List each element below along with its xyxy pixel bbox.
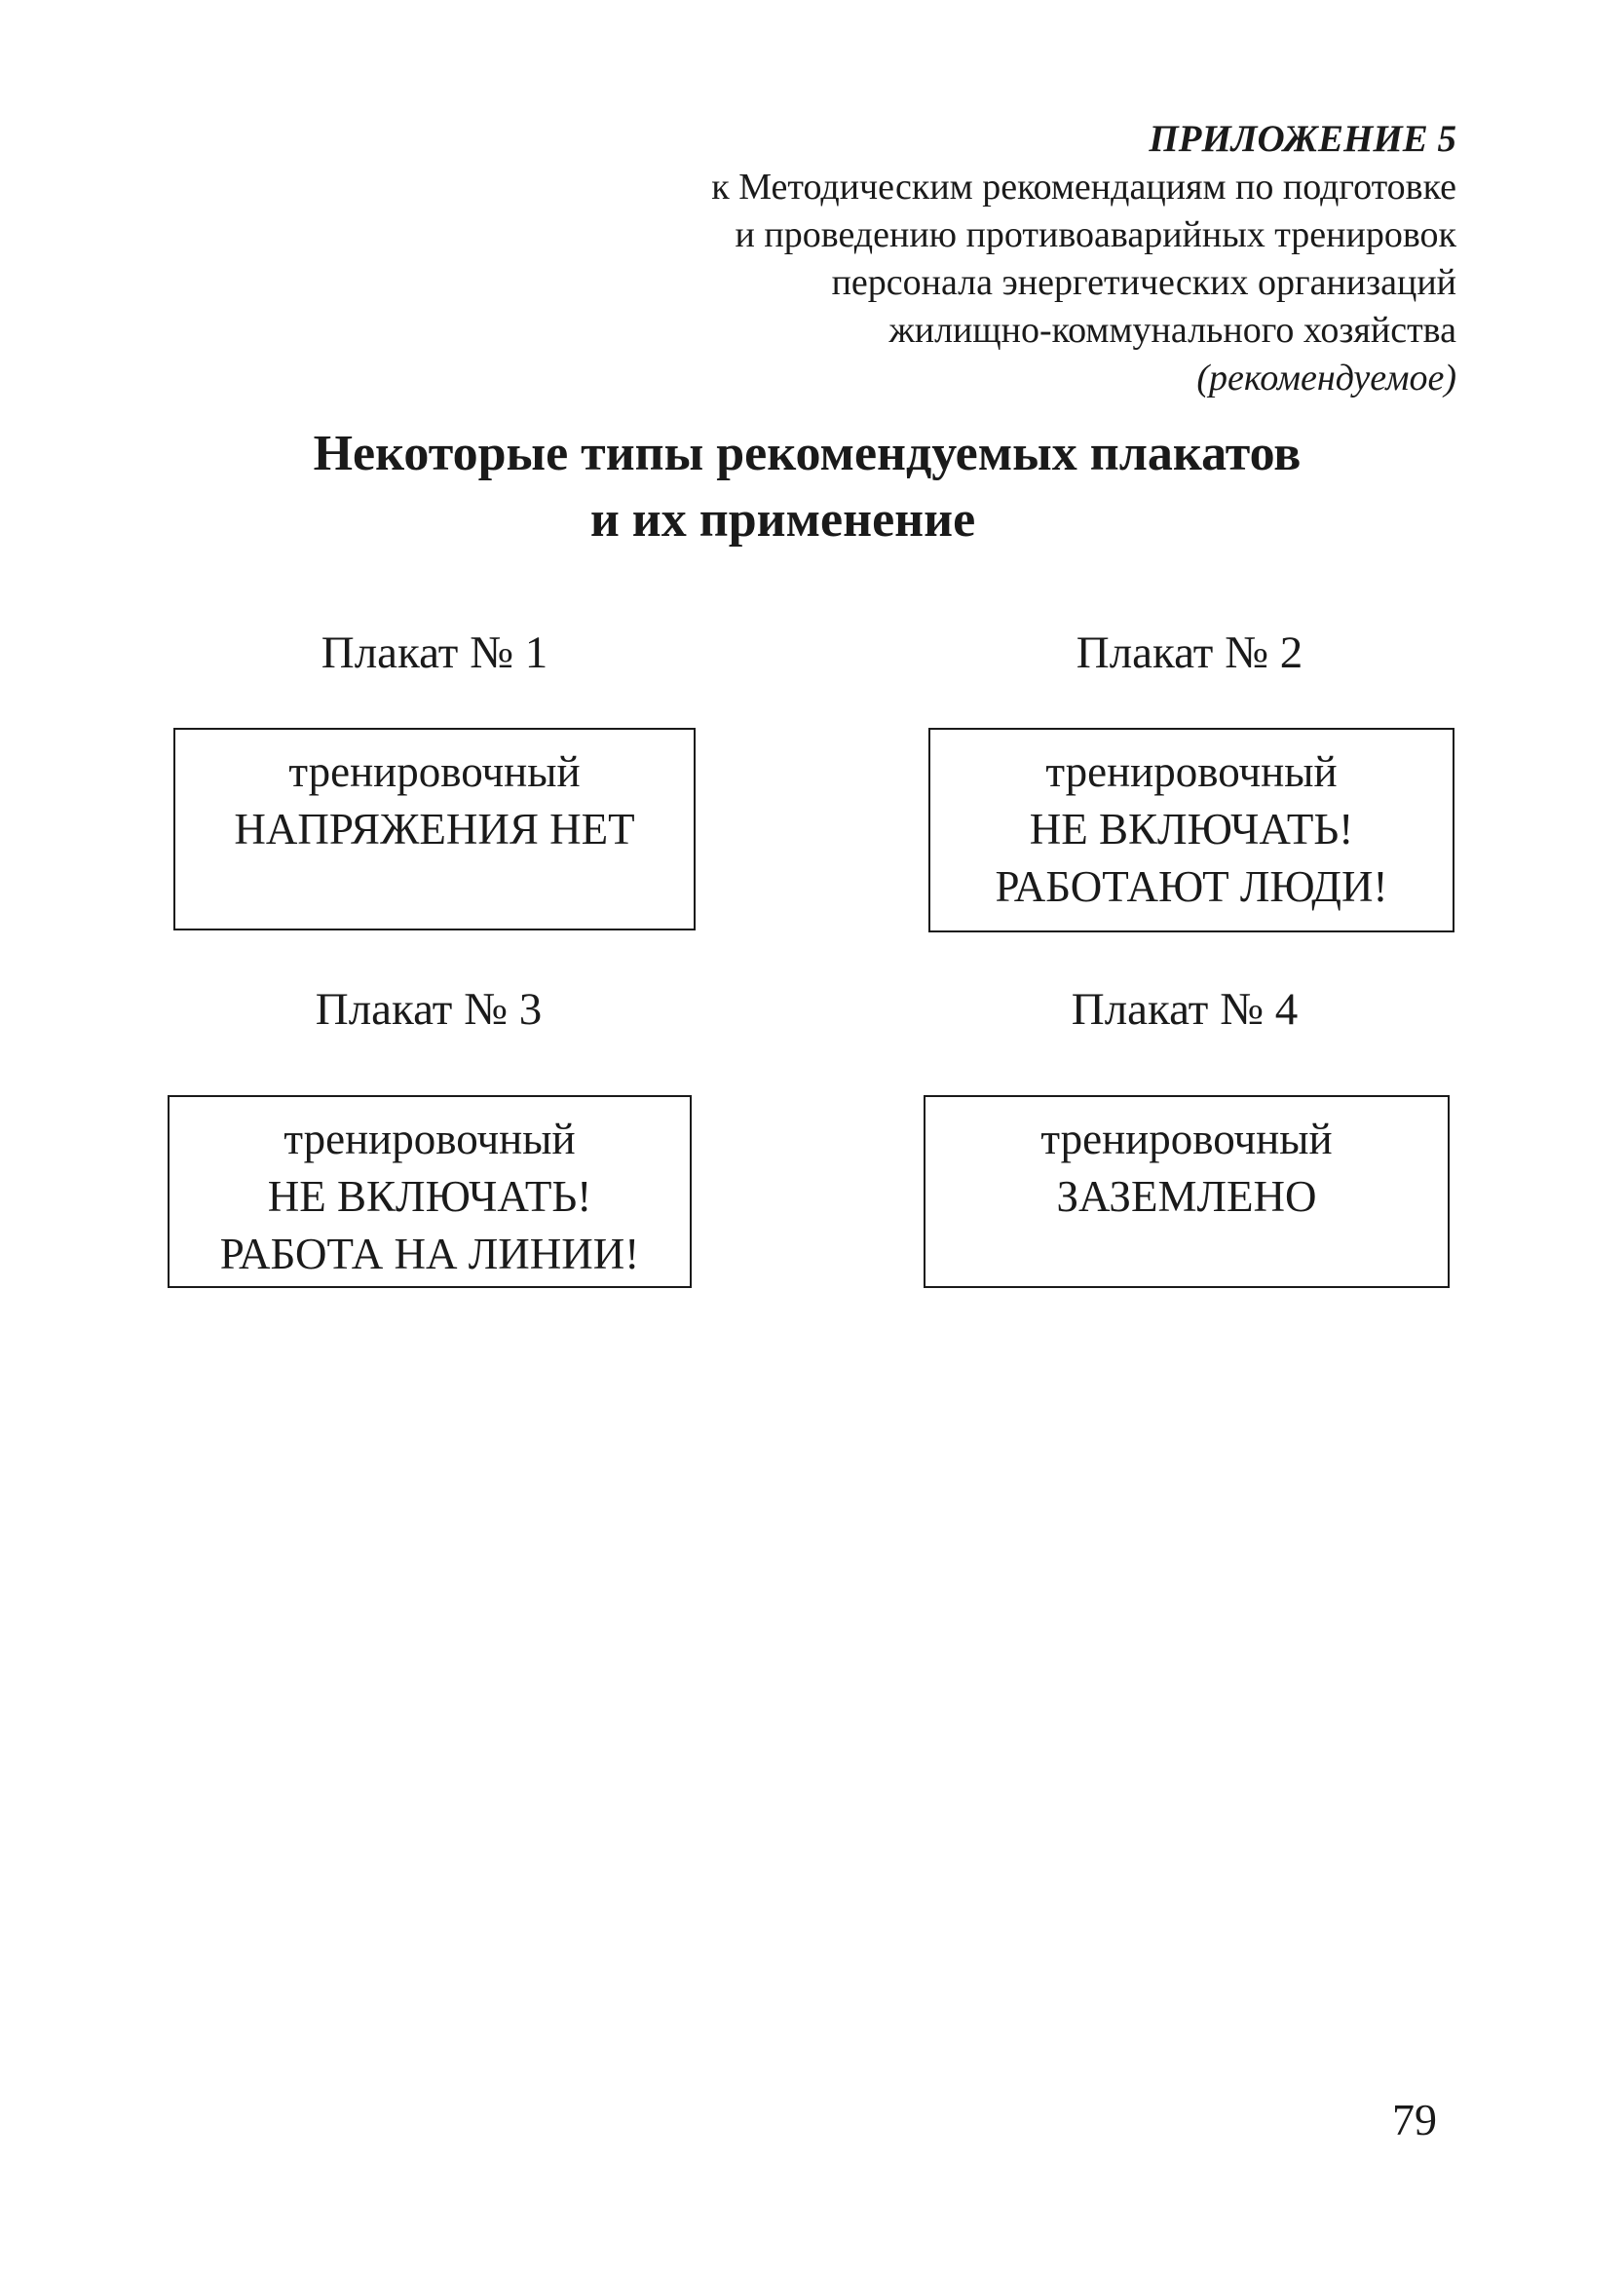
poster-1-line: тренировочный [288,747,581,796]
appendix-line: персонала энергетических организаций [831,262,1456,303]
poster-1-line: НАПРЯЖЕНИЯ НЕТ [234,805,635,854]
appendix-status: (рекомендуемое) [1196,358,1456,398]
poster-4-label: Плакат № 4 [1071,984,1299,1035]
poster-2-label: Плакат № 2 [1076,627,1303,678]
poster-3-box [168,1095,692,1288]
poster-4-line: тренировочный [1040,1115,1333,1163]
poster-2-line: НЕ ВКЛЮЧАТЬ! [1029,805,1354,854]
appendix-title: ПРИЛОЖЕНИЕ 5 [1149,118,1456,160]
page-title-line2: и их применение [589,492,976,548]
appendix-line: и проведению противоаварийных тренировок [735,214,1456,255]
poster-3-label: Плакат № 3 [315,984,543,1035]
page-number: 79 [1392,2095,1437,2144]
poster-2-line: тренировочный [1045,747,1338,796]
poster-3-line: РАБОТА НА ЛИНИИ! [219,1230,640,1278]
poster-1-label: Плакат № 1 [321,627,548,678]
page-title-line1: Некоторые типы рекомендуемых плакатов [313,426,1302,481]
appendix-line: жилищно-коммунального хозяйства [888,310,1456,351]
poster-4-box [924,1095,1450,1288]
page-title [0,421,1624,553]
appendix-header [482,115,1456,402]
poster-3-line: НЕ ВКЛЮЧАТЬ! [267,1172,592,1221]
poster-4-line: ЗАЗЕМЛЕНО [1056,1172,1317,1221]
poster-3-line: тренировочный [283,1115,576,1163]
poster-1-box [173,728,696,930]
poster-2-line: РАБОТАЮТ ЛЮДИ! [995,862,1388,911]
poster-2-box [928,728,1454,932]
appendix-line: к Методическим рекомендациям по подготовке [711,167,1456,208]
